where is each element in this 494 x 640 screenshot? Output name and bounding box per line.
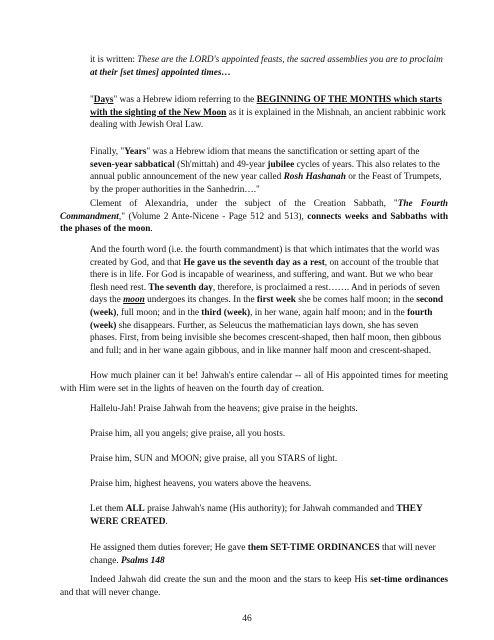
bold-text: first week — [256, 295, 296, 306]
bold-italic-text: Rosh Hashanah — [283, 172, 346, 183]
paragraph-psalm-line-4 — [90, 478, 446, 491]
text: Hallelu-Jah! Praise Jahwah from the heavens; give praise in the heights. — [90, 404, 358, 414]
text: it is written: — [90, 55, 138, 65]
bold-italic-underlined-text: moon — [123, 295, 145, 306]
text: she disappears. Further, as Seleucus the mathematician lays down, she has seven phases. First, from being invisible she becomes crescent-shaped, then half moon, then gibbous and full; and in her wane again gibbous, and in like manner half moon and crescent-shaped. — [90, 320, 442, 356]
paragraph-years — [90, 146, 446, 196]
text: Praise him, SUN and MOON; give praise, all you STARS of light. — [90, 454, 338, 464]
bold-text: THEY WERE CREATED — [90, 504, 423, 527]
text: . — [150, 224, 153, 235]
italic-text: These are the LORD's appointed feasts, the sacred assemblies you are to proclaim — [137, 55, 443, 65]
text: praise Jahwah's name (His authority); for Jahwah commanded and — [144, 504, 397, 514]
bold-underlined-text: Days — [93, 95, 114, 105]
text: or the Feast of Trumpets, by the proper authorities in the Sanhedrin…." — [90, 172, 442, 195]
text: cycles of years. This also relates to the annual public announcement of the new year called — [90, 159, 440, 183]
text: , on account of the trouble that there is in life. For God is incapable of weariness, and suffering, and want. But we who bear flesh need rest. — [90, 257, 439, 293]
text: . — [165, 516, 168, 527]
bold-text: second (week) — [90, 295, 444, 318]
bold-italic-text: at their [set times] appointed times… — [90, 67, 231, 78]
text: " — [90, 95, 94, 105]
bold-italic-text: The Fourth Commandment — [60, 199, 448, 222]
bold-text: fourth (week) — [90, 307, 433, 331]
paragraph-psalm-line-1 — [90, 403, 446, 416]
bold-text: jubilee — [267, 159, 295, 170]
bold-underlined-text: BEGINNING OF THE MONTHS which starts with the sighting of the New Moon — [90, 95, 442, 118]
text: and that will never change. — [60, 587, 161, 598]
paragraph-how-much-plainer — [60, 370, 448, 395]
text: ," (Volume 2 Ante-Nicene - Page 512 and 513), — [118, 211, 308, 222]
paragraph-psalm-line-6 — [90, 542, 446, 567]
paragraph-scripture-quote — [90, 54, 446, 79]
text: that will never change. — [90, 543, 436, 566]
text: as it is explained in the Mishnah, an ancient rabbinic work dealing with Jewish Oral Law. — [90, 107, 446, 131]
text: undergoes its changes. In the — [144, 295, 257, 306]
bold-text: Years — [124, 147, 147, 157]
text: Finally, " — [90, 147, 125, 157]
text: (Sh'mittah) and 49-year — [174, 159, 268, 170]
paragraph-days — [90, 94, 446, 132]
text: He assigned them duties forever; He gave — [90, 543, 248, 553]
psalm-reference: Psalms 148 — [120, 555, 165, 566]
text: Indeed Jahwah did create the sun and the moon and the stars to keep His — [90, 575, 371, 585]
bold-text: connects weeks and Sabbaths with the phases of the moon — [60, 211, 448, 235]
text: she be comes half moon; in the — [295, 295, 417, 306]
text: Let them — [90, 504, 126, 514]
paragraph-psalm-line-2 — [90, 428, 446, 441]
paragraph-clement — [60, 198, 448, 236]
text: Praise him, highest heavens, you waters above the heavens. — [90, 479, 312, 489]
paragraph-indeed — [60, 574, 448, 599]
bold-text: set-time ordinances — [370, 575, 448, 585]
text: And the fourth word (i.e. the fourth commandment) is that which intimates that the world was created by God, and that — [90, 245, 440, 268]
bold-text: The seventh day — [148, 282, 213, 293]
text: " was a Hebrew idiom that means the sanctification or setting apart of the — [146, 147, 420, 157]
paragraph-psalm-line-5 — [90, 503, 446, 528]
bold-text: them SET-TIME ORDINANCES — [247, 543, 380, 553]
bold-text: He gave us the seventh day as a rest — [183, 257, 325, 268]
text: , in her wane, again half moon; and in the — [250, 307, 408, 318]
text: , full moon; and in the — [116, 307, 202, 318]
text: How much plainer can it be! Jahwah's entire calendar -- all of His appointed times for meeting with Him were set in the lights of heaven on the fourth day of creation. — [60, 371, 448, 394]
bold-text: third (week) — [201, 307, 251, 318]
text: Clement of Alexandria, under the subject of the Creation Sabbath, " — [90, 199, 398, 209]
paragraph-psalm-line-3 — [90, 453, 446, 466]
text: Praise him, all you angels; give praise, all you hosts. — [90, 429, 286, 439]
text: , therefore, is proclaimed a rest……. And in periods of seven days the — [90, 282, 440, 306]
page-number: 46 — [242, 614, 252, 624]
bold-text: ALL — [125, 504, 145, 514]
paragraph-fourth-word — [90, 244, 446, 357]
text: " was a Hebrew idiom referring to the — [113, 95, 257, 105]
bold-text: seven-year sabbatical — [90, 159, 175, 170]
